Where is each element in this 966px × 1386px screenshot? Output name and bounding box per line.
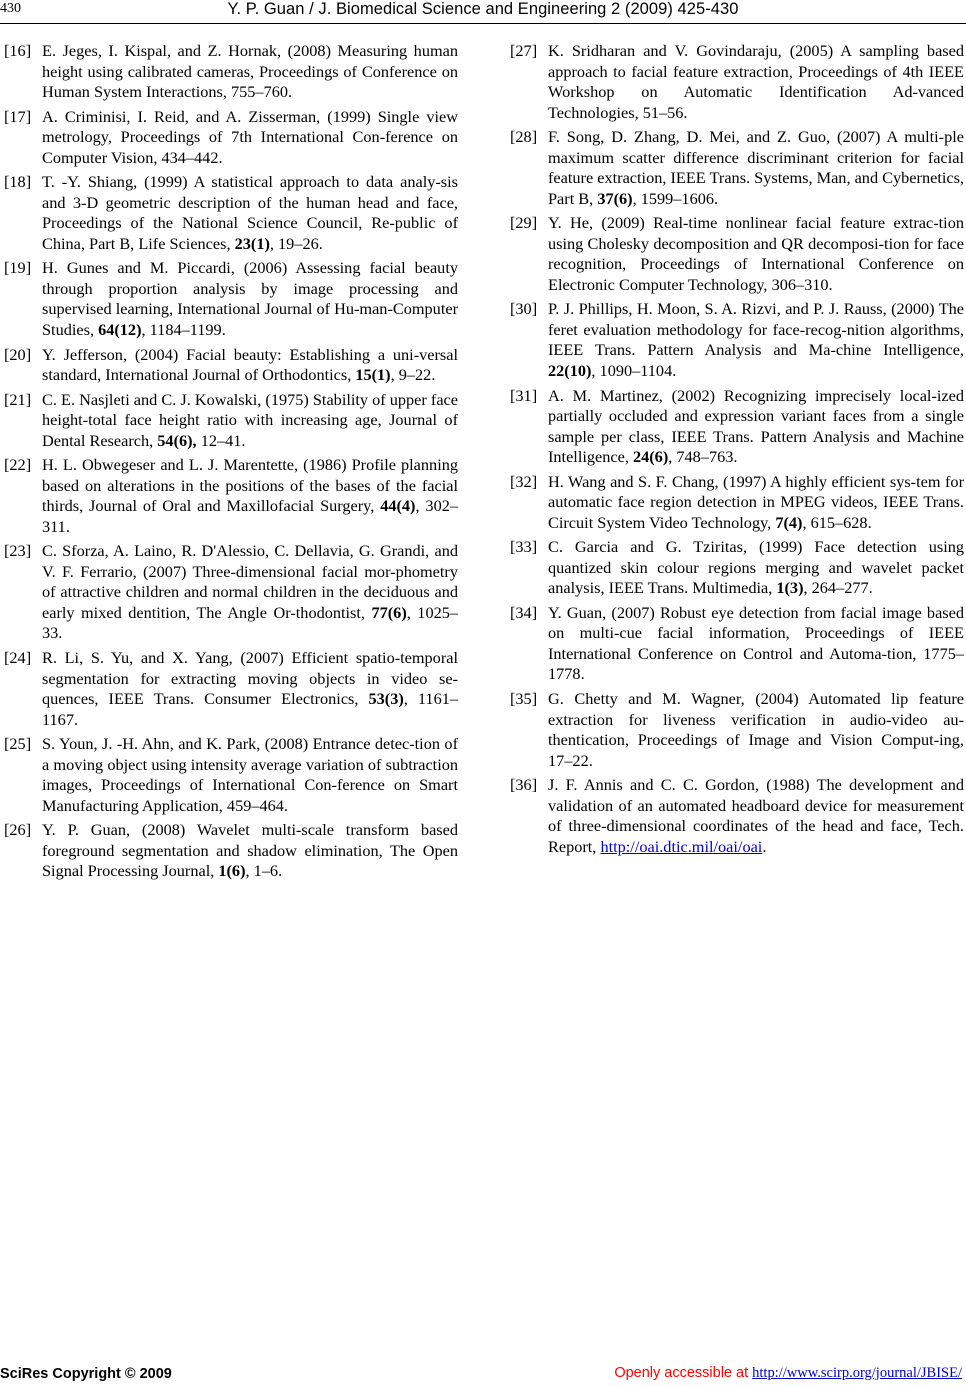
reference-text: [548, 472, 964, 534]
reference-number: [25]: [4, 734, 32, 754]
reference-text-run: , 1184–1199.: [141, 319, 226, 339]
reference-volume: 53(3): [368, 689, 404, 709]
reference-volume: 1(3): [776, 578, 804, 598]
reference-text-run: 12–41.: [196, 430, 246, 450]
reference-text: [548, 775, 964, 857]
reference-item: [510, 472, 964, 534]
reference-item: [4, 648, 458, 730]
reference-item: [510, 127, 964, 209]
reference-number: [35]: [510, 689, 538, 709]
header-rule: [0, 23, 966, 24]
reference-number: [19]: [4, 258, 32, 278]
reference-text: [548, 603, 964, 685]
reference-volume: 37(6): [597, 188, 633, 208]
reference-number: [21]: [4, 389, 32, 409]
reference-text-run: T. -Y. Shiang, (1999) A statistical approach to data analy-sis and 3-D geometric description of the human head and face, Proceedings of the National Science Council, Re-public of China, Part B, Life Sciences,: [42, 172, 458, 253]
reference-text-run: Y. He, (2009) Real-time nonlinear facial feature extrac-tion using Cholesky decomposition and QR decomposi-tion for face recognition, Proceedings of International Conference on Electronic Computer Technology, 306–310.: [548, 213, 964, 294]
reference-text-run: H. Wang and S. F. Chang, (1997) A highly efficient sys-tem for automatic face region detection in MPEG videos, IEEE Trans. Circuit System Video Technology,: [548, 471, 964, 532]
reference-text-run: , 302–311.: [42, 496, 458, 536]
reference-number: [31]: [510, 385, 538, 405]
reference-text: [548, 537, 964, 599]
references-right-column: [510, 41, 964, 861]
reference-text-run: E. Jeges, I. Kispal, and Z. Hornak, (2008) Measuring human height using calibrated cameras, Proceedings of Conference on Human System Interactions, 755–760.: [42, 41, 458, 101]
reference-number: [29]: [510, 213, 538, 233]
reference-number: [24]: [4, 648, 32, 668]
reference-text-run: Y. Guan, (2007) Robust eye detection from facial image based on multi-cue facial information, Proceedings of IEEE International Conference on Control and Automa-tion, 1775–1778.: [548, 602, 964, 684]
reference-text: [42, 107, 458, 169]
reference-text: [42, 455, 458, 537]
reference-number: [18]: [4, 172, 32, 192]
reference-text-run: , 9–22.: [390, 365, 436, 385]
open-access-label: Openly accessible at: [614, 1365, 753, 1381]
reference-url-link[interactable]: http://oai.dtic.mil/oai/oai: [600, 836, 763, 856]
reference-text: [42, 734, 458, 816]
page-number: 430: [0, 1, 21, 16]
reference-volume: 77(6): [371, 602, 407, 622]
reference-item: [510, 41, 964, 123]
reference-item: [4, 345, 458, 386]
reference-number: [22]: [4, 455, 32, 475]
reference-number: [30]: [510, 299, 538, 319]
reference-text-run: , 1090–1104.: [591, 360, 677, 380]
reference-item: [510, 537, 964, 599]
reference-text-run: , 19–26.: [269, 233, 323, 253]
reference-number: [20]: [4, 344, 32, 364]
reference-text-run: C. E. Nasjleti and C. J. Kowalski, (1975) Stability of upper face height-total face height ratio with increasing age, Journal of Dental Research,: [42, 389, 458, 450]
reference-text-run: , 1161–1167.: [42, 689, 458, 729]
reference-item: [510, 689, 964, 771]
reference-text-run: , 1599–1606.: [632, 188, 719, 208]
reference-text-run: K. Sridharan and V. Govindaraju, (2005) A sampling based approach to facial feature extraction, Proceedings of 4th IEEE Workshop on Automatic Identification Ad-vanced Technologies, 51–56.: [548, 41, 964, 122]
reference-text-run: Y. Jefferson, (2004) Facial beauty: Establishing a uni-versal standard, International Journal of Orthodontics,: [42, 344, 458, 385]
reference-text-run: G. Chetty and M. Wagner, (2004) Automated lip feature extraction for liveness verification in audio-video au-thentication, Proceedings of Image and Vision Comput-ing, 17–22.: [548, 689, 964, 770]
reference-text-run: P. J. Phillips, H. Moon, S. A. Rizvi, and P. J. Rauss, (2000) The feret evaluation methodology for face-recog-nition algorithms, IEEE Trans. Pattern Analysis and Ma-chine Intelligence,: [548, 299, 964, 360]
reference-item: [4, 41, 458, 103]
reference-text-run: Y. P. Guan, (2008) Wavelet multi-scale transform based foreground segmentation and shadow elimination, The Open Signal Processing Journal,: [42, 820, 458, 881]
reference-number: [34]: [510, 602, 538, 622]
reference-number: [36]: [510, 775, 538, 795]
reference-number: [16]: [4, 41, 32, 60]
reference-text-run: H. L. Obwegeser and L. J. Marentette, (1986) Profile planning based on alterations in the positions of the bases of the facial thirds, Journal of Oral and Maxillofacial Surgery,: [42, 455, 458, 516]
reference-text: [548, 386, 964, 468]
reference-text-run: C. Sforza, A. Laino, R. D'Alessio, C. Dellavia, G. Grandi, and V. F. Ferrario, (2007) Three-dimensional facial mor-phometry of attractive children and normal children in the deciduous and early mixed dentition, The Angle Or-thodontist,: [42, 541, 458, 622]
reference-volume: 22(10): [548, 360, 592, 380]
reference-volume: 54(6),: [157, 430, 197, 450]
reference-text: [42, 390, 458, 452]
reference-item: [510, 603, 964, 685]
reference-text-run: , 748–763.: [668, 447, 738, 467]
reference-text: [548, 41, 964, 123]
reference-item: [4, 258, 458, 340]
reference-volume: 64(12): [98, 319, 142, 339]
reference-item: [4, 172, 458, 254]
reference-text: [548, 299, 964, 381]
reference-text-run: R. Li, S. Yu, and X. Yang, (2007) Efficient spatio-temporal segmentation for extracting moving objects in video se-quences, IEEE Trans. Consumer Electronics,: [42, 648, 458, 709]
reference-item: [4, 107, 458, 169]
reference-text-run: , 1025–33.: [42, 602, 459, 643]
reference-number: [33]: [510, 537, 538, 557]
reference-text: [42, 172, 458, 254]
reference-item: [4, 820, 458, 882]
reference-text-run: , 615–628.: [802, 512, 872, 532]
reference-volume: 44(4): [380, 496, 416, 516]
reference-number: [26]: [4, 820, 32, 840]
reference-text-run: C. Garcia and G. Tziritas, (1999) Face detection using quantized skin colour regions merging and wavelet packet analysis, IEEE Trans. Multimedia,: [548, 537, 964, 598]
reference-item: [4, 734, 458, 816]
reference-text: [548, 127, 964, 209]
reference-text-run: F. Song, D. Zhang, D. Mei, and Z. Guo, (2007) A multi-ple maximum scatter difference discriminant criterion for facial feature extraction, IEEE Trans. Systems, Man, and Cybernetics, Part B,: [548, 127, 964, 208]
reference-number: [23]: [4, 541, 32, 561]
journal-url-link[interactable]: http://www.scirp.org/journal/JBISE/: [752, 1365, 962, 1381]
reference-volume: 23(1): [234, 233, 270, 253]
reference-text: [42, 345, 458, 386]
reference-text-run: , 264–277.: [803, 578, 873, 598]
reference-item: [510, 213, 964, 295]
reference-number: [32]: [510, 471, 538, 491]
reference-text: [42, 648, 458, 730]
reference-volume: 15(1): [355, 365, 391, 385]
references-left-column: [4, 41, 458, 886]
reference-number: [28]: [510, 127, 538, 147]
reference-item: [510, 775, 964, 857]
running-head: Y. P. Guan / J. Biomedical Science and Engineering 2 (2009) 425-430: [227, 0, 739, 18]
reference-text-run: .: [762, 836, 767, 856]
reference-item: [4, 455, 458, 537]
reference-volume: 7(4): [775, 512, 803, 532]
reference-text-run: S. Youn, J. -H. Ahn, and K. Park, (2008) Entrance detec-tion of a moving object using intensity average variation of subtraction images, Proceedings of International Con-ference on Smart Manufacturing Application, 459–464.: [42, 734, 458, 815]
reference-text: [548, 213, 964, 295]
reference-text-run: A. Criminisi, I. Reid, and A. Zisserman, (1999) Single view metrology, Proceedings of 7th International Con-ference on Computer Vision, 434–442.: [42, 106, 458, 167]
reference-text: [548, 689, 964, 771]
reference-text-run: A. M. Martinez, (2002) Recognizing imprecisely local-ized partially occluded and expression variant faces from a single sample per class, IEEE Trans. Pattern Analysis and Machine Intelligence,: [548, 385, 964, 467]
reference-text: [42, 541, 458, 644]
reference-text: [42, 258, 458, 340]
footer-copyright: SciRes Copyright © 2009: [0, 1366, 172, 1382]
reference-item: [4, 541, 458, 644]
reference-volume: 1(6): [218, 861, 246, 881]
reference-text: [42, 41, 458, 103]
reference-text-run: , 1–6.: [245, 861, 283, 881]
footer-open-access: [614, 1365, 962, 1382]
reference-volume: 24(6): [632, 447, 669, 467]
reference-item: [4, 390, 458, 452]
reference-text-run: J. F. Annis and C. C. Gordon, (1988) The development and validation of an automated headboard device for measurement of three-dimensional coordinates of the head and face, Tech. Report,: [548, 775, 964, 856]
reference-item: [510, 386, 964, 468]
reference-text: [42, 820, 458, 882]
reference-number: [27]: [510, 41, 538, 60]
reference-item: [510, 299, 964, 381]
reference-number: [17]: [4, 106, 32, 126]
reference-text-run: H. Gunes and M. Piccardi, (2006) Assessing facial beauty through proportion analysis by image processing and supervised learning, International Journal of Hu-man-Computer Studies,: [42, 258, 458, 339]
